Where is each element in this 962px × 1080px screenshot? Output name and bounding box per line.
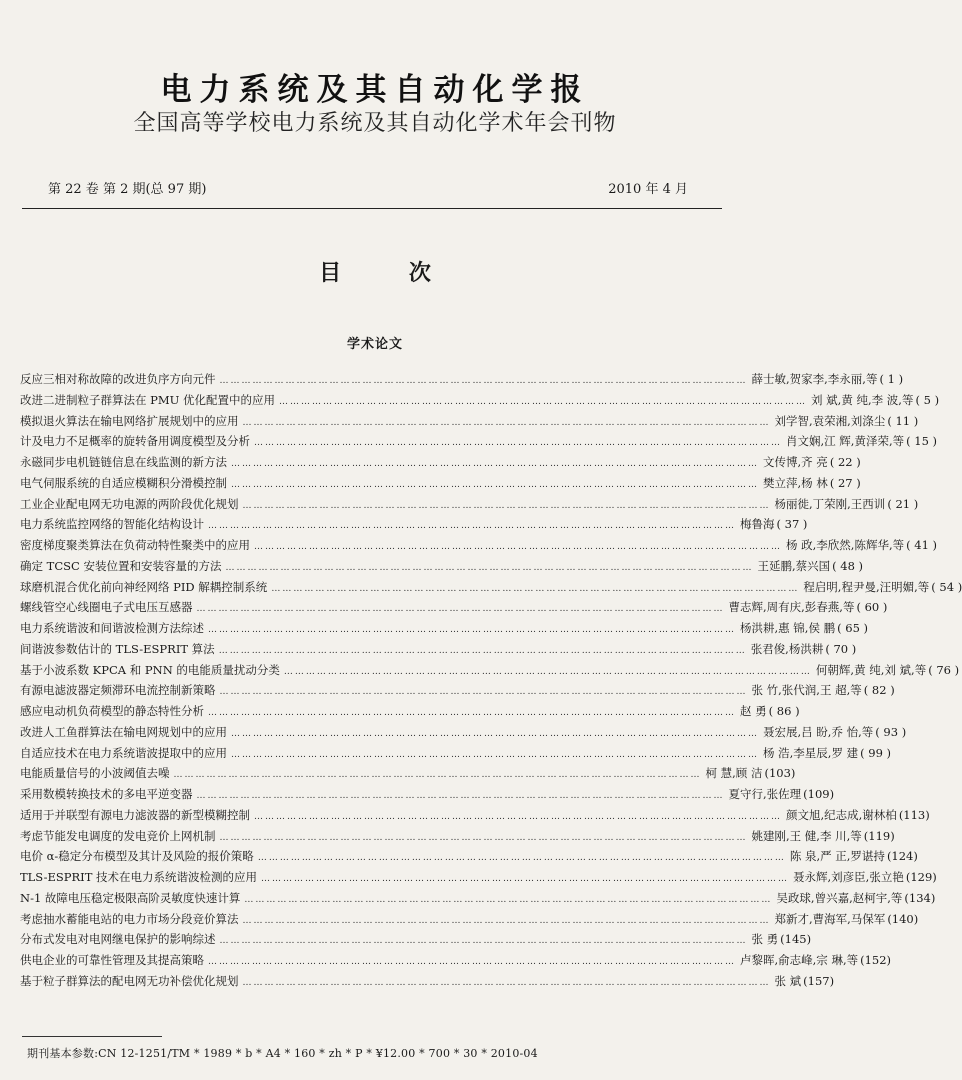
entry-title: 球磨机混合优化前向神经网络 PID 解耦控制系统	[20, 579, 268, 594]
toc-entry[interactable]	[20, 514, 808, 535]
entry-title: TLS-ESPRIT 技术在电力系统谐波检测的应用	[20, 870, 258, 884]
dot-leader: ………………………………………………………………………………………………………………………………	[225, 562, 754, 573]
entry-title: 感应电动机负荷模型的静态特性分析	[20, 704, 204, 718]
dot-leader: ………………………………………………………………………………………………………………………………	[231, 459, 759, 469]
toc-entry[interactable]	[20, 929, 812, 950]
entry-page-number: ( 11 )	[887, 413, 919, 428]
entry-authors: 程启明,程尹曼,汪明媚,等	[803, 579, 930, 594]
entry-authors: 肖文娴,江 辉,黄泽荣,等	[786, 434, 905, 449]
entry-authors: 卢黎晖,俞志峰,宗 琳,等	[740, 953, 859, 967]
entry-page-number: ( 21 )	[887, 496, 919, 511]
toc-entry[interactable]	[20, 722, 907, 743]
dot-leader: ………………………………………………………………………………………………………………………………	[261, 874, 790, 884]
entry-page-number: ( 70 )	[825, 641, 857, 656]
toc-entry[interactable]	[20, 597, 888, 618]
entry-authors: 梅鲁海	[740, 517, 775, 532]
entry-title: 分布式发电对电网继电保护的影响综述	[20, 932, 216, 947]
toc-entry[interactable]	[20, 909, 919, 930]
entry-title: 电能质量信号的小波阈值去噪	[20, 766, 170, 781]
toc-entry[interactable]	[20, 639, 857, 660]
entry-page-number: (119)	[863, 828, 895, 843]
entry-title: N-1 故障电压稳定极限高阶灵敏度快速计算	[20, 890, 241, 905]
entry-page-number: (103)	[764, 766, 796, 781]
entry-title: 确定 TCSC 安装位置和安装容量的方法	[20, 558, 222, 573]
entry-title: 计及电力不足概率的旋转备用调度模型及分析	[20, 434, 250, 449]
toc-entry[interactable]	[20, 411, 919, 432]
issue-date: 2010 年 4 月	[608, 182, 688, 197]
dot-leader: ………………………………………………………………………………………………………………………………	[254, 542, 782, 552]
entry-title: 自适应技术在电力系统谐波提取中的应用	[20, 745, 227, 760]
entry-page-number: ( 37 )	[776, 517, 808, 532]
dot-leader: ………………………………………………………………………………………………………………………………	[244, 894, 773, 905]
dot-leader: ………………………………………………………………………………………………………………………………	[242, 977, 771, 988]
entry-authors: 薛士敏,贺家李,李永丽,等	[751, 372, 878, 386]
dot-leader: ………………………………………………………………………………………………………………………………	[208, 625, 736, 635]
footer-rule	[22, 1036, 162, 1037]
entry-authors: 聂宏展,吕 盼,乔 怡,等	[763, 724, 874, 739]
toc-entry[interactable]	[20, 867, 937, 888]
entry-page-number: (134)	[904, 890, 936, 905]
entry-page-number: ( 1 )	[879, 372, 904, 386]
entry-page-number: (113)	[898, 807, 930, 822]
entry-title: 供电企业的可靠性管理及其提高策略	[20, 953, 204, 967]
entry-authors: 赵 勇	[740, 704, 767, 718]
toc-entry[interactable]	[20, 431, 938, 452]
dot-leader: ………………………………………………………………………………………………………………………………	[231, 728, 759, 739]
entry-authors: 张 斌	[774, 973, 802, 988]
entry-title: 采用数模转换技术的多电平逆变器	[20, 787, 193, 801]
toc-entry[interactable]	[20, 971, 835, 992]
entry-title: 工业企业配电网无功电源的两阶段优化规划	[20, 496, 239, 511]
dot-leader: ………………………………………………………………………………………………………………………………	[196, 604, 725, 615]
toc-heading: 目 次	[319, 261, 461, 286]
entry-authors: 何朝辉,黄 纯,刘 斌,等	[815, 662, 927, 677]
entry-page-number: ( 99 )	[860, 745, 892, 760]
entry-page-number: (129)	[905, 870, 937, 884]
entry-authors: 杨 政,李欣然,陈辉华,等	[786, 538, 905, 552]
toc-entry[interactable]	[20, 805, 930, 826]
dot-leader: ………………………………………………………………………………………………………………………………	[231, 749, 759, 760]
entry-title: 反应三相对称故障的改进负序方向元件	[20, 372, 216, 386]
header-rule	[22, 208, 722, 209]
entry-page-number: ( 60 )	[856, 600, 888, 615]
toc-entry[interactable]	[20, 535, 938, 556]
entry-title: 电力系统谐波和间谐波检测方法综述	[20, 621, 204, 635]
entry-title: 电气伺服系统的自适应模糊积分滑模控制	[20, 475, 227, 490]
entry-title: 改进人工鱼群算法在输电网规划中的应用	[20, 724, 227, 739]
toc-entry[interactable]	[20, 701, 800, 722]
dot-leader: ………………………………………………………………………………………………………………………………	[196, 791, 725, 801]
dot-leader: ………………………………………………………………………………………………………………………………	[279, 396, 808, 407]
dot-leader: ………………………………………………………………………………………………………………………………	[242, 915, 771, 926]
dot-leader: ………………………………………………………………………………………………………………………………	[219, 936, 748, 947]
entry-authors: 刘 斌,黄 纯,李 波,等	[811, 392, 914, 407]
entry-title: 螺线管空心线圈电子式电压互感器	[20, 600, 193, 615]
toc-entry[interactable]	[20, 888, 936, 909]
entry-authors: 颜文旭,纪志成,谢林柏	[786, 807, 897, 822]
issue-info: 第 22 卷 第 2 期(总 97 期)	[48, 182, 207, 197]
toc-entry[interactable]	[20, 618, 869, 639]
dot-leader: ………………………………………………………………………………………………………………………………	[254, 811, 782, 822]
entry-authors: 姚建刚,王 健,李 川,等	[751, 828, 862, 843]
dot-leader: ………………………………………………………………………………………………………………………………	[208, 708, 736, 718]
toc-entry[interactable]	[20, 763, 796, 784]
entry-title: 基于粒子群算法的配电网无功补偿优化规划	[20, 973, 239, 988]
entry-authors: 郑新才,曹海军,马保军	[774, 911, 886, 926]
dot-leader: ………………………………………………………………………………………………………………………………	[271, 583, 800, 594]
entry-authors: 杨洪耕,惠 锦,侯 鹏	[740, 621, 836, 635]
entry-title: 考虑抽水蓄能电站的电力市场分段竞价算法	[20, 911, 239, 926]
toc-entry[interactable]	[20, 452, 861, 473]
entry-authors: 曹志辉,周有庆,彭春燕,等	[728, 600, 855, 615]
entry-page-number: (109)	[803, 787, 835, 801]
entry-title: 密度梯度聚类算法在负荷动特性聚类中的应用	[20, 538, 250, 552]
dot-leader: ………………………………………………………………………………………………………………………………	[257, 853, 786, 864]
entry-title: 电力系统监控网络的智能化结构设计	[20, 517, 204, 532]
entry-authors: 文传博,齐 亮	[763, 455, 828, 469]
entry-authors: 刘学智,袁荣湘,刘涤尘	[774, 413, 886, 428]
entry-page-number: (145)	[780, 932, 812, 947]
entry-page-number: ( 76 )	[928, 662, 960, 677]
entry-page-number: ( 41 )	[906, 538, 938, 552]
toc-entry[interactable]	[20, 556, 864, 577]
dot-leader: ………………………………………………………………………………………………………………………………	[254, 438, 782, 449]
dot-leader: ………………………………………………………………………………………………………………………………	[219, 376, 748, 386]
dot-leader: ………………………………………………………………………………………………………………………………	[231, 479, 759, 490]
toc-entry[interactable]	[20, 743, 892, 764]
toc-entry[interactable]	[20, 369, 904, 390]
entry-authors: 杨 浩,李星辰,罗 建	[763, 745, 859, 760]
journal-title: 电力系统及其自动化学报	[160, 72, 590, 108]
entry-authors: 张 勇	[751, 932, 779, 947]
toc-entry[interactable]	[20, 577, 962, 598]
toc-entry[interactable]	[20, 494, 919, 515]
entry-page-number: ( 5 )	[915, 392, 940, 407]
dot-leader: ………………………………………………………………………………………………………………………………	[283, 666, 812, 677]
dot-leader: ………………………………………………………………………………………………………………………………	[208, 521, 736, 532]
entry-page-number: ( 22 )	[829, 455, 861, 469]
entry-authors: 聂永辉,刘彦臣,张立艳	[793, 870, 904, 884]
entry-page-number: ( 93 )	[875, 724, 907, 739]
entry-page-number: (124)	[886, 849, 918, 864]
entry-authors: 张君俊,杨洪耕	[750, 641, 824, 656]
entry-authors: 陈 泉,严 正,罗谌持	[789, 849, 885, 864]
dot-leader: ………………………………………………………………………………………………………………………………	[218, 645, 747, 656]
dot-leader: ………………………………………………………………………………………………………………………………	[242, 417, 771, 428]
entry-page-number: ( 82 )	[863, 683, 895, 698]
entry-authors: 樊立萍,杨 林	[763, 475, 828, 490]
entry-page-number: ( 48 )	[832, 558, 864, 573]
toc-entry[interactable]	[20, 680, 895, 701]
entry-authors: 张 竹,张代润,王 超,等	[751, 683, 862, 698]
dot-leader: ………………………………………………………………………………………………………………………………	[242, 500, 771, 511]
entry-page-number: ( 54 )	[931, 579, 962, 594]
entry-title: 模拟退火算法在输电网络扩展规划中的应用	[20, 413, 239, 428]
entry-title: 适用于并联型有源电力滤波器的新型模糊控制	[20, 807, 250, 822]
journal-parameters: 期刊基本参数:CN 12-1251/TM * 1989 * b * A4 * 160 * zh * P * ¥12.00 * 700 * 30 * 2010-04	[27, 1047, 538, 1060]
entry-page-number: ( 65 )	[837, 621, 869, 635]
dot-leader: ………………………………………………………………………………………………………………………………	[219, 687, 748, 698]
entry-page-number: ( 86 )	[768, 704, 800, 718]
entry-title: 考虑节能发电调度的发电竞价上网机制	[20, 828, 216, 843]
section-heading: 学术论文	[346, 337, 403, 352]
toc-entry[interactable]	[20, 826, 895, 847]
toc-entry[interactable]	[20, 660, 960, 681]
toc-entry[interactable]	[20, 390, 940, 411]
entry-authors: 夏守行,张佐理	[728, 787, 802, 801]
entry-title: 基于小波系数 KPCA 和 PNN 的电能质量扰动分类	[20, 662, 280, 677]
entry-authors: 杨丽徙,丁荣刚,王西训	[774, 496, 886, 511]
toc-entry[interactable]	[20, 473, 861, 494]
entry-title: 电价 α-稳定分布模型及其计及风险的报价策略	[20, 849, 254, 864]
entry-title: 有源电滤波器定频滞环电流控制新策略	[20, 683, 216, 698]
dot-leader: ………………………………………………………………………………………………………………………………	[173, 770, 702, 781]
entry-authors: 王延鹏,蔡兴国	[757, 558, 831, 573]
entry-page-number: (157)	[803, 973, 835, 988]
toc-entry[interactable]	[20, 846, 918, 867]
entry-page-number: (140)	[887, 911, 919, 926]
entry-page-number: (152)	[860, 953, 892, 967]
dot-leader: ………………………………………………………………………………………………………………………………	[219, 832, 748, 843]
toc-list	[20, 369, 962, 992]
entry-page-number: ( 15 )	[906, 434, 938, 449]
entry-page-number: ( 27 )	[829, 475, 861, 490]
entry-title: 间谐波参数估计的 TLS-ESPRIT 算法	[20, 641, 215, 656]
entry-title: 永磁同步电机链链信息在线监测的新方法	[20, 455, 227, 469]
toc-entry[interactable]	[20, 950, 892, 971]
journal-subtitle: 全国高等学校电力系统及其自动化学术年会刊物	[133, 111, 617, 136]
toc-entry[interactable]	[20, 784, 835, 805]
dot-leader: ………………………………………………………………………………………………………………………………	[208, 957, 736, 967]
entry-authors: 吴政球,曾兴嘉,赵柯宇,等	[776, 890, 903, 905]
entry-title: 改进二进制粒子群算法在 PMU 优化配置中的应用	[20, 392, 276, 407]
entry-authors: 柯 慧,顾 洁	[705, 766, 763, 781]
